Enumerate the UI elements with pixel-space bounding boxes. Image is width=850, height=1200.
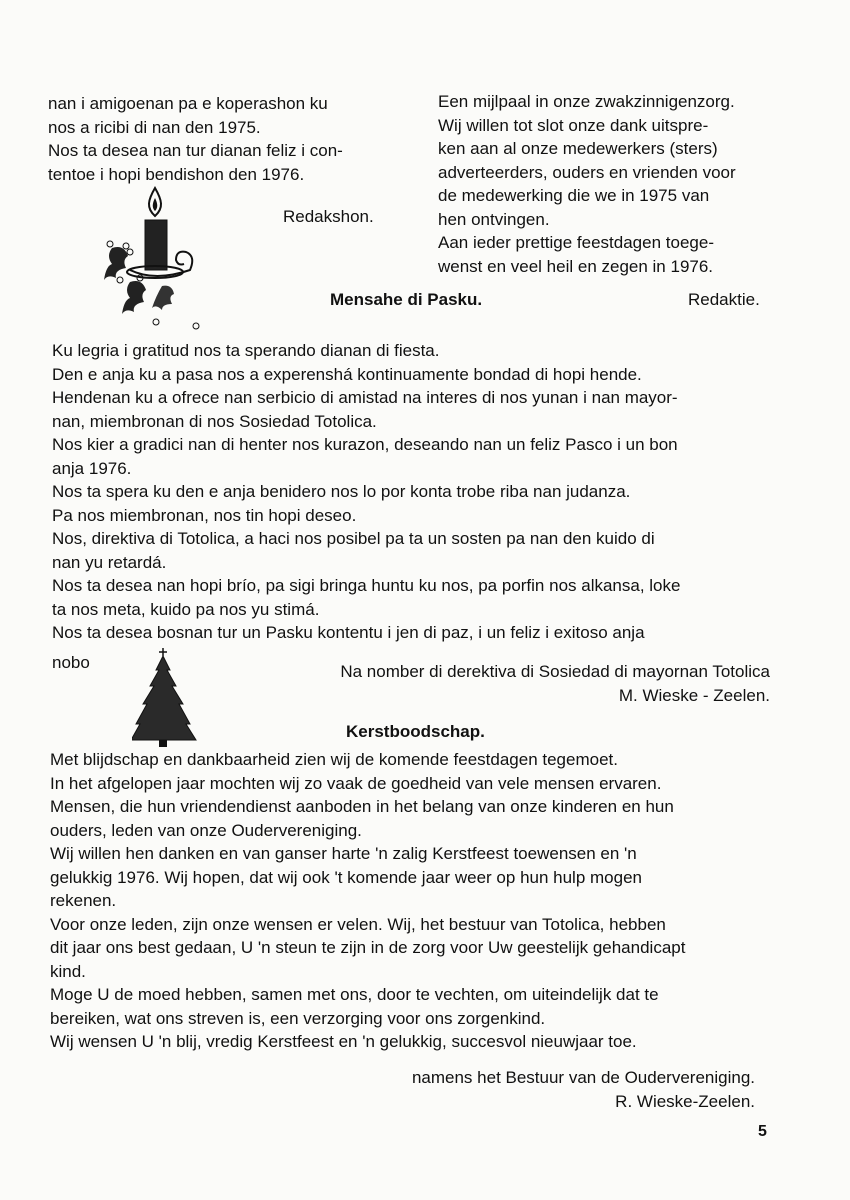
kerst-message (50, 748, 685, 1054)
paragraph-line: rekenen. (50, 891, 117, 910)
paragraph-line: Mensen, die hun vriendendienst aanboden in het belang van onze kinderen en hun (50, 797, 674, 816)
paragraph-line: Hendenan ku a ofrece nan serbicio di amistad na interes di nos yunan i nan mayor- (52, 388, 678, 407)
christmas-tree-icon (132, 648, 202, 750)
candle-illustration-icon (100, 186, 220, 331)
right-column-text (438, 90, 773, 278)
pasku-last-word: nobo (52, 653, 90, 672)
signature-line: namens het Bestuur van de Oudervereniging. (411, 1068, 755, 1087)
paragraph-line: Nos ta spera ku den e anja benidero nos lo por konta trobe riba nan judanza. (52, 482, 631, 501)
right-line: ken aan al onze medewerkers (sters) (438, 139, 718, 158)
paragraph-line: Moge U de moed hebben, samen met ons, door te vechten, om uiteindelijk dat te (50, 985, 659, 1004)
right-line: de medewerking die we in 1975 van (438, 186, 710, 205)
paragraph-line: Den e anja ku a pasa nos a experenshá kontinuamente bondad di hopi hende. (52, 364, 642, 384)
left-column-text (48, 92, 393, 186)
paragraph-line: Nos kier a gradici nan di henter nos kurazon, deseando nan un feliz Pasco i un bon (52, 435, 678, 454)
pasku-message (52, 339, 680, 645)
paragraph-line: gelukkig 1976. Wij hopen, dat wij ook 't komende jaar weer op hun hulp mogen (50, 867, 642, 887)
paragraph-line: Wij willen hen danken en van ganser harte 'n zalig Kerstfeest toewensen en 'n (50, 844, 637, 863)
paragraph-line: ouders, leden van onze Oudervereniging. (50, 820, 362, 840)
signature-line: Na nomber di derektiva di Sosiedad di mayornan Totolica (340, 662, 770, 681)
right-line: wenst en veel heil en zegen in 1976. (438, 256, 714, 276)
paragraph-line: dit jaar ons best gedaan, U 'n steun te zijn in de zorg voor Uw geestelijk gehandicapt (50, 938, 686, 957)
right-line: adverteerders, ouders en vrienden voor (438, 162, 736, 182)
signature-line: R. Wieske-Zeelen. (615, 1091, 755, 1111)
signature-redakshon: Redakshon. (283, 207, 374, 226)
heading-kerstboodschap: Kerstboodschap. (346, 722, 485, 741)
right-line: Aan ieder prettige feestdagen toege- (438, 233, 714, 252)
paragraph-line: Met blijdschap en dankbaarheid zien wij de komende feestdagen tegemoet. (50, 750, 618, 769)
heading-mensahe-di-pasku: Mensahe di Pasku. (330, 290, 483, 309)
paragraph-line: Ku legria i gratitud nos ta sperando dianan di fiesta. (52, 341, 440, 360)
paragraph-line: Voor onze leden, zijn onze wensen er velen. Wij, het bestuur van Totolica, hebben (50, 914, 666, 934)
right-line: Wij willen tot slot onze dank uitspre- (438, 115, 709, 135)
paragraph-line: kind. (50, 961, 86, 981)
kerst-signature (380, 1066, 755, 1113)
left-line: Nos ta desea nan tur dianan feliz i con- (48, 141, 343, 160)
paragraph-line: nan yu retardá. (52, 552, 167, 572)
signature-line: M. Wieske - Zeelen. (618, 685, 770, 705)
pasku-signature (230, 660, 770, 707)
page-number: 5 (758, 1123, 767, 1140)
left-line: nan i amigoenan pa e koperashon ku (48, 94, 328, 113)
paragraph-line: Nos ta desea bosnan tur un Pasku kontentu i jen di paz, i un feliz i exitoso anja (52, 623, 645, 642)
paragraph-line: Nos ta desea nan hopi brío, pa sigi bringa huntu ku nos, pa porfin nos alkansa, loke (52, 576, 681, 595)
left-line: nos a ricibi di nan den 1975. (48, 117, 261, 137)
paragraph-line: In het afgelopen jaar mochten wij zo vaak de goedheid van vele mensen ervaren. (50, 773, 662, 793)
paragraph-line: bereiken, wat ons streven is, een verzorging voor ons zorgenkind. (50, 1008, 546, 1028)
paragraph-line: Nos, direktiva di Totolica, a haci nos posibel pa ta un sosten pa nan den kuido di (52, 529, 655, 548)
left-line: tentoe i hopi bendishon den 1976. (48, 164, 305, 184)
paragraph-line: Pa nos miembronan, nos tin hopi deseo. (52, 505, 357, 525)
paragraph-line: anja 1976. (52, 458, 132, 478)
signature-redaktie: Redaktie. (688, 290, 760, 309)
paragraph-line: ta nos meta, kuido pa nos yu stimá. (52, 599, 320, 619)
paragraph-line: nan, miembronan di nos Sosiedad Totolica. (52, 411, 377, 431)
paragraph-line: Wij wensen U 'n blij, vredig Kerstfeest en 'n gelukkig, succesvol nieuwjaar toe. (50, 1032, 637, 1051)
right-line: Een mijlpaal in onze zwakzinnigenzorg. (438, 92, 735, 111)
right-line: hen ontvingen. (438, 209, 550, 229)
